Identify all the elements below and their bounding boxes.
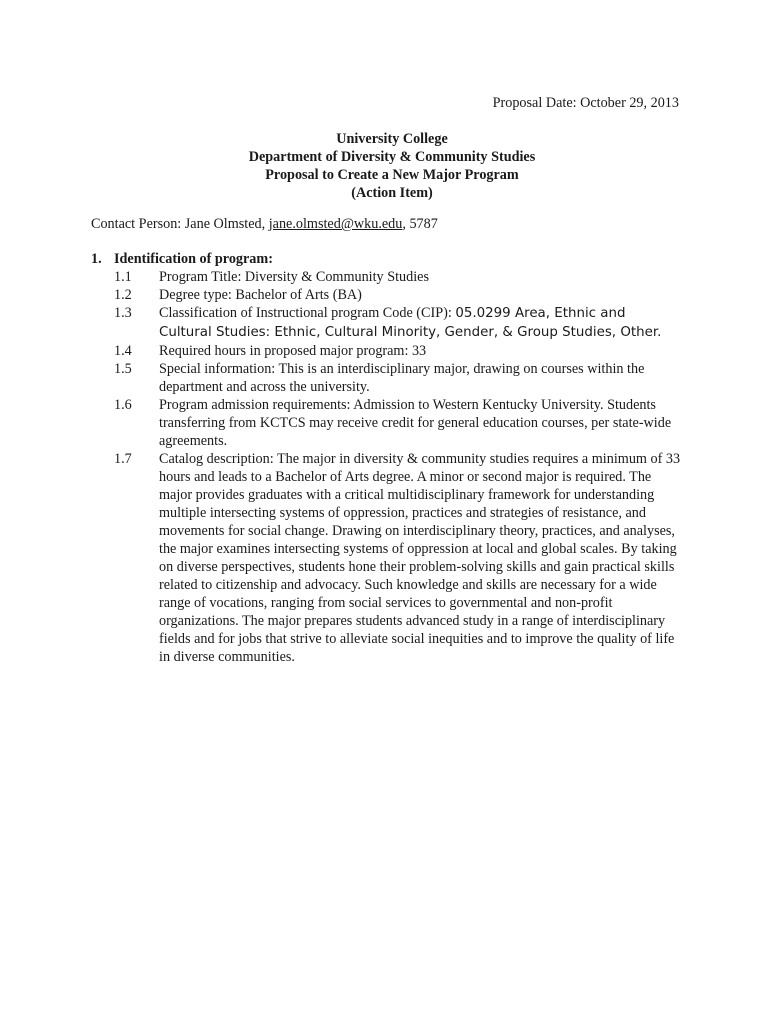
section-identification [91,250,691,666]
item-number: 1.7 [114,451,132,467]
item-number: 1.2 [114,287,132,303]
item-text: Degree type: Bachelor of Arts (BA) [159,287,362,303]
header-department: Department of Diversity & Community Studies [248,149,536,165]
item-text: Required hours in proposed major program: 33 [159,343,427,359]
header-college: University College [336,131,448,147]
section-title: Identification of program: [114,251,273,267]
contact-line [91,215,438,233]
contact-email-link[interactable]: jane.olmsted@wku.edu [268,216,403,232]
section-heading [91,250,691,268]
item-text: Program admission requirements: Admission to Western Kentucky University. Students transferring from KCTCS may receive credit for general education courses, per state-wide agreements. [159,397,672,449]
header-action-item: (Action Item) [351,185,433,201]
contact-prefix: Contact Person: Jane Olmsted, [91,216,269,232]
proposal-date: Proposal Date: October 29, 2013 [492,95,679,111]
item-text: Program Title: Diversity & Community Studies [159,269,429,285]
section-number: 1. [91,251,102,267]
item-number: 1.4 [114,343,132,359]
list-item-required-hours [91,342,691,360]
item-text-container [159,304,681,342]
cip-code-description: 05.0299 Area, Ethnic and Cultural Studies: Ethnic, Cultural Minority, Gender, & Group Studies, Other. [159,306,662,340]
item-text: Catalog description: The major in diversity & community studies requires a minimum of 33 hours and leads to a Bachelor of Arts degree. A minor or second major is required. The major provides graduates with a critical multidisciplinary framework for understanding multiple intersecting systems of oppression, practices and strategies of resistance, and movements for social change. Drawing on interdisciplinary theory, practices, and analyses, the major examines intersecting systems of oppression at local and global scales. By taking on diverse perspectives, students hone their problem-solving skills and gain practical skills related to citizenship and advocacy. Such knowledge and skills are necessary for a wide range of vocations, ranging from social services to governmental and non-profit organizations. The major prepares students advanced study in a range of interdisciplinary fields and for jobs that strive to alleviate social inequities and to improve the quality of life in diverse communities. [159,451,681,665]
list-item-admission-requirements [91,396,691,450]
list-item-program-title [91,268,691,286]
item-number: 1.6 [114,397,132,413]
list-item-catalog-description [91,450,691,666]
contact-suffix: , 5787 [402,216,438,232]
list-item-degree-type [91,286,691,304]
header-proposal-title: Proposal to Create a New Major Program [265,167,519,183]
item-number: 1.1 [114,269,132,285]
item-number: 1.3 [114,305,132,321]
item-number: 1.5 [114,361,132,377]
document-header [0,130,770,202]
item-text: Classification of Instructional program Code (CIP): [159,305,456,321]
list-item-cip-code [91,304,691,342]
list-item-special-information [91,360,691,396]
item-text: Special information: This is an interdisciplinary major, drawing on courses within the department and across the university. [159,361,645,395]
